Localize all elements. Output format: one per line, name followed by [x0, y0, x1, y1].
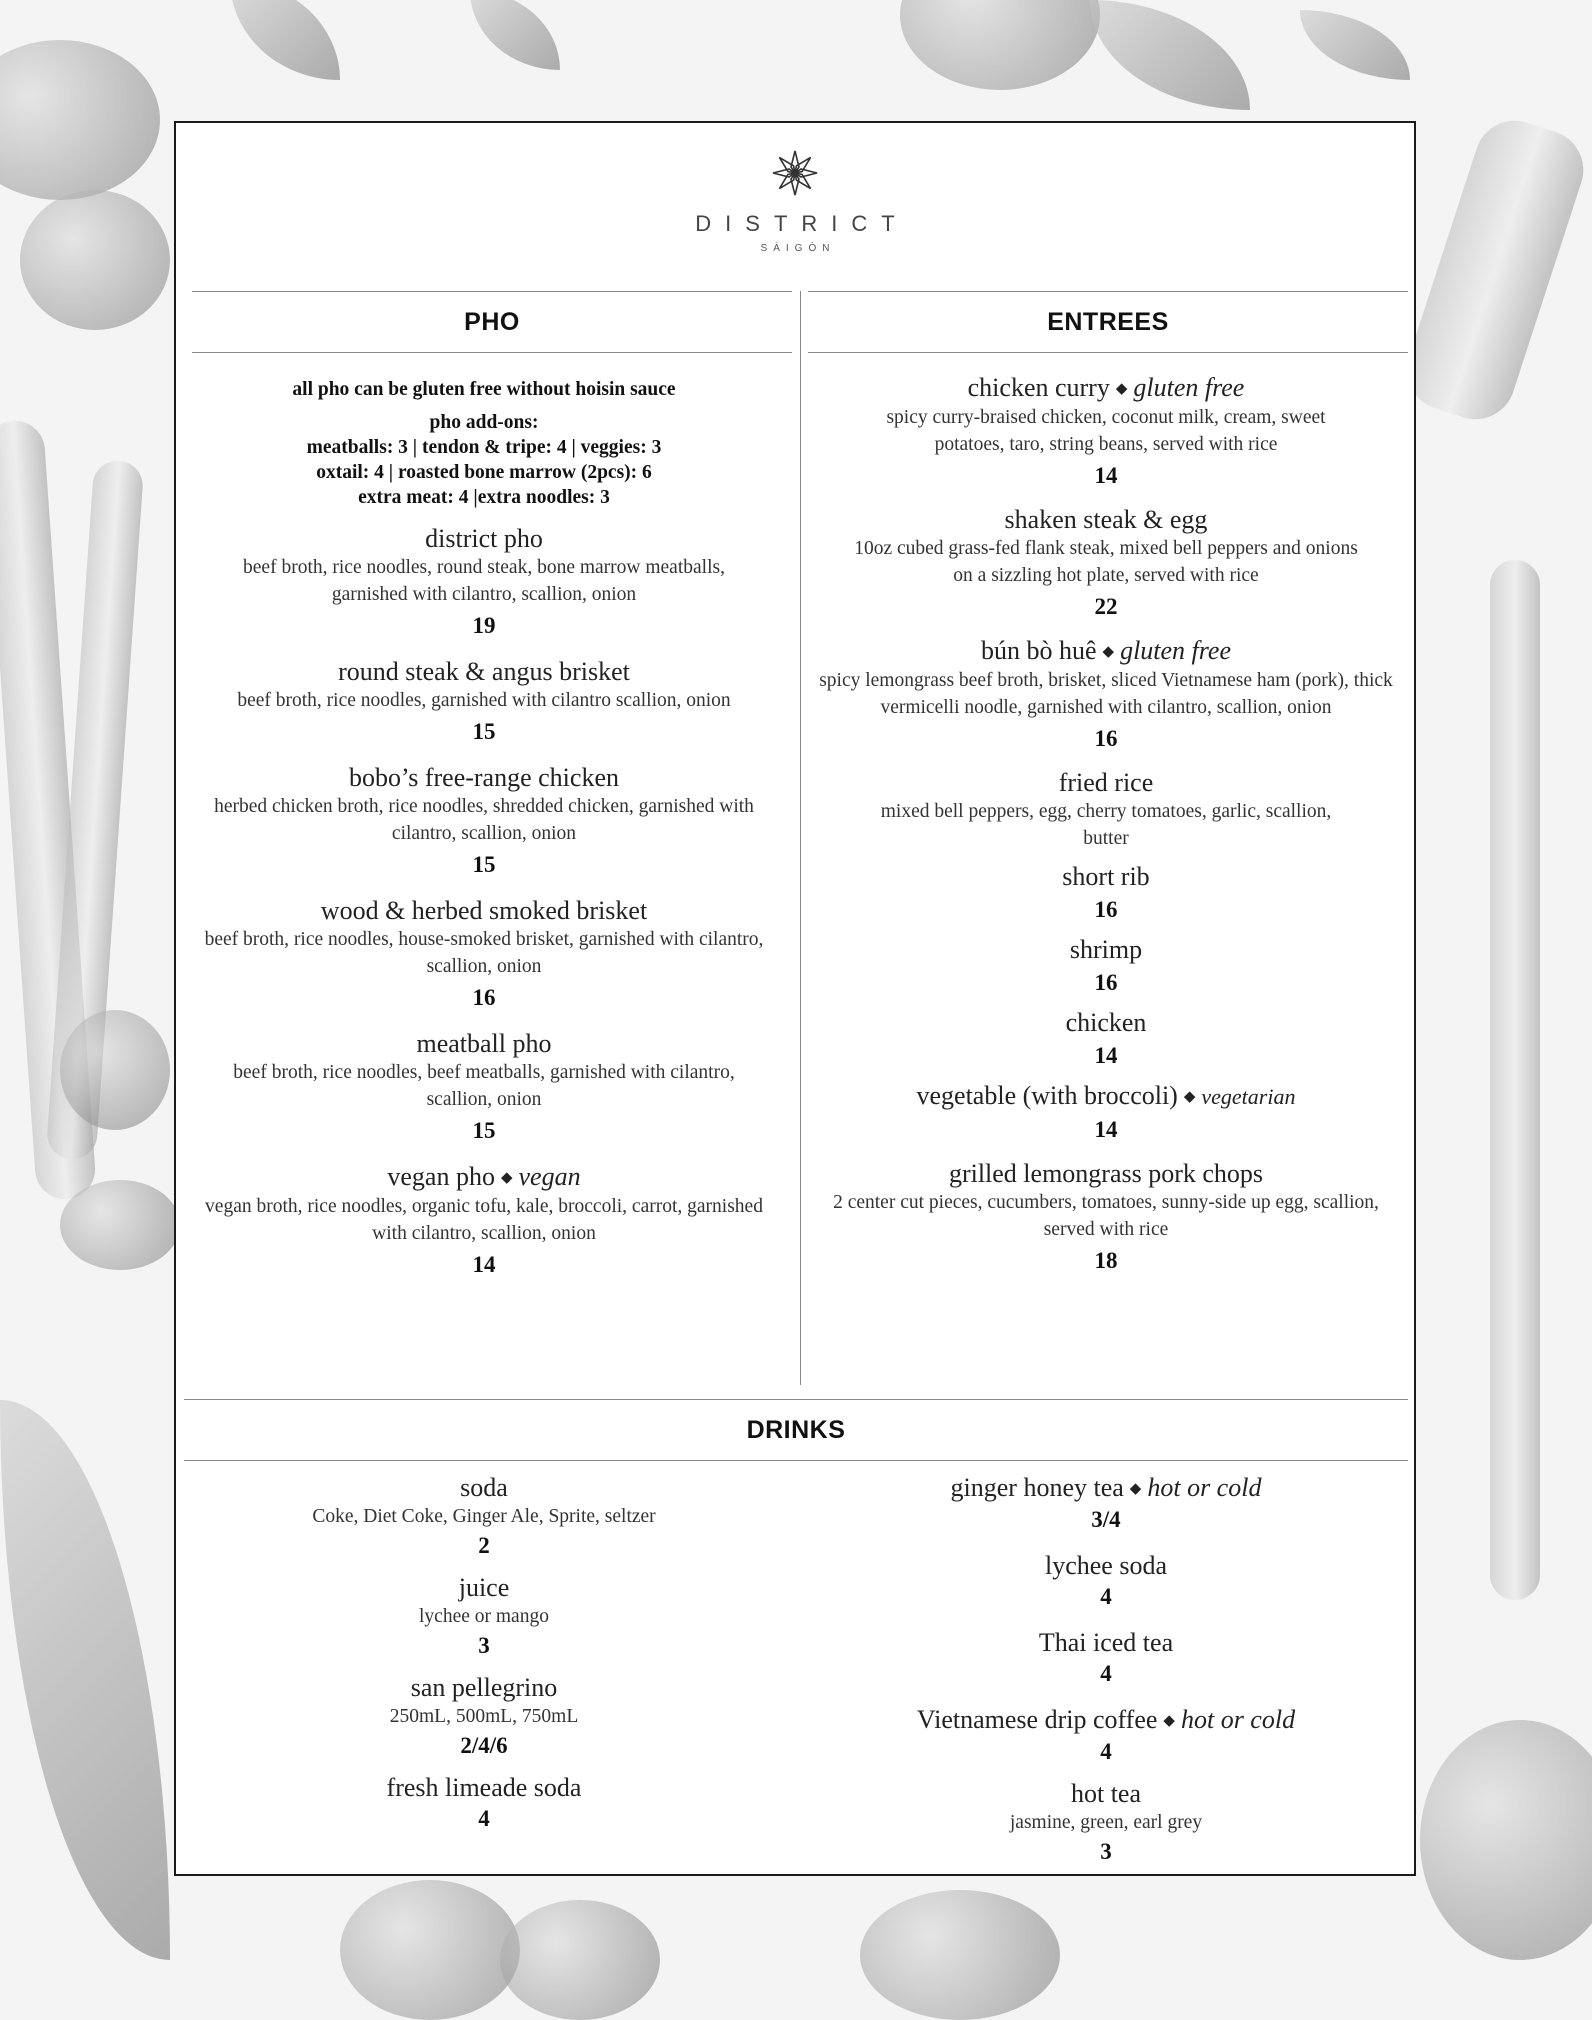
- item-desc: spicy curry-braised chicken, coconut milk, cream, sweet potatoes, taro, string beans, served with rice: [886, 407, 1326, 455]
- item-name: meatball pho: [416, 1029, 552, 1058]
- mint-illustration: [0, 1400, 170, 1960]
- item-desc: 2 center cut pieces, cucumbers, tomatoes, sunny-side up egg, scallion, served with rice: [833, 1192, 1379, 1240]
- section-heading: ENTREES: [808, 291, 1408, 353]
- item-name-text: Vietnamese drip coffee: [916, 1705, 1158, 1734]
- item-price: 4: [1100, 1584, 1112, 1609]
- cucumber-illustration: [340, 1880, 520, 2020]
- item-price: 15: [472, 1118, 496, 1143]
- item-desc: spicy lemongrass beef broth, brisket, sliced Vietnamese ham (pork), thick vermicelli noodle, garnished with cilantro, scallion, onion: [819, 670, 1393, 718]
- item-price: 4: [1100, 1739, 1112, 1764]
- drink-item: [804, 1628, 1408, 1689]
- addons-line: oxtail: 4 | roasted bone marrow (2pcs): 6: [316, 462, 652, 483]
- ginger-illustration: [20, 190, 170, 330]
- ginger-illustration: [0, 40, 160, 200]
- item-price: 2/4/6: [460, 1733, 508, 1758]
- menu-item: [184, 763, 784, 880]
- item-tag: vegan: [518, 1162, 581, 1191]
- menu-item: [804, 768, 1408, 852]
- item-tag: gluten free: [1133, 373, 1245, 402]
- drink-item: [184, 1673, 784, 1761]
- gluten-note: all pho can be gluten free without hoisin sauce: [292, 379, 676, 400]
- menu-item: [804, 1008, 1408, 1071]
- item-price: 4: [478, 1806, 490, 1831]
- item-price: 3/4: [1091, 1507, 1121, 1532]
- diamond-icon: ◆: [1115, 381, 1128, 397]
- item-name: wood & herbed smoked brisket: [320, 896, 648, 925]
- item-name: [184, 1162, 784, 1193]
- item-name: [804, 373, 1408, 404]
- brand-subtitle: SÀIGÒN: [760, 243, 836, 254]
- item-name: hot tea: [1070, 1779, 1142, 1808]
- item-price: 15: [472, 852, 496, 877]
- lemongrass-slice-illustration: [60, 1010, 170, 1130]
- item-name: district pho: [425, 524, 543, 553]
- tamarind-illustration: [1396, 110, 1592, 429]
- item-price: 22: [1094, 594, 1118, 619]
- item-name: shaken steak & egg: [1004, 505, 1208, 534]
- item-name: lychee soda: [1044, 1551, 1167, 1580]
- item-desc: Coke, Diet Coke, Ginger Ale, Sprite, seltzer: [312, 1506, 656, 1527]
- item-price: 16: [472, 985, 496, 1010]
- item-tag: vegetarian: [1201, 1084, 1296, 1109]
- item-name: chicken: [1065, 1008, 1147, 1037]
- menu-item: [804, 1081, 1408, 1145]
- logo: [176, 149, 1414, 254]
- item-name: [804, 1473, 1408, 1504]
- item-name: short rib: [1062, 862, 1150, 891]
- item-tag: hot or cold: [1180, 1705, 1296, 1734]
- item-price: 14: [472, 1252, 496, 1277]
- item-price: 16: [1094, 897, 1118, 922]
- section-heading: DRINKS: [184, 1399, 1408, 1461]
- drink-item: [184, 1473, 784, 1561]
- menu-card: [174, 121, 1416, 1876]
- item-price: 16: [1094, 970, 1118, 995]
- item-name: fried rice: [1058, 768, 1154, 797]
- drink-item: [804, 1551, 1408, 1612]
- column-divider: [800, 291, 801, 1385]
- drink-item: [184, 1773, 784, 1834]
- item-name-text: bún bò huê: [980, 636, 1097, 665]
- item-desc: beef broth, rice noodles, round steak, bone marrow meatballs, garnished with cilantro, scallion, onion: [243, 557, 725, 605]
- item-price: 14: [1094, 463, 1118, 488]
- item-name: [804, 1081, 1408, 1112]
- item-name: grilled lemongrass pork chops: [948, 1159, 1264, 1188]
- diamond-icon: ◆: [1102, 644, 1115, 660]
- item-desc: beef broth, rice noodles, garnished with cilantro scallion, onion: [237, 690, 731, 711]
- menu-item: [804, 935, 1408, 998]
- shallot-illustration: [1090, 0, 1250, 110]
- item-name-text: ginger honey tea: [950, 1473, 1124, 1502]
- onion-illustration: [1420, 1720, 1592, 1960]
- diamond-icon: ◆: [1129, 1481, 1142, 1497]
- item-desc: 250mL, 500mL, 750mL: [389, 1706, 579, 1727]
- item-price: 4: [1100, 1661, 1112, 1686]
- section-heading: PHO: [192, 291, 792, 353]
- item-price: 14: [1094, 1043, 1118, 1068]
- menu-item: [804, 505, 1408, 622]
- item-desc: jasmine, green, earl grey: [1009, 1812, 1203, 1833]
- drinks-heading-wrap: [184, 1399, 1408, 1461]
- item-tag: gluten free: [1120, 636, 1232, 665]
- item-price: 15: [472, 719, 496, 744]
- drink-item: [184, 1573, 784, 1661]
- herb-illustration: [1300, 10, 1410, 80]
- scallion-illustration: [1490, 560, 1540, 1600]
- item-price: 3: [478, 1633, 490, 1658]
- brand-name: DISTRICT: [695, 211, 909, 236]
- cilantro-illustration: [470, 0, 560, 70]
- diamond-icon: ◆: [1163, 1713, 1175, 1729]
- item-name: fresh limeade soda: [386, 1773, 582, 1802]
- addons-title: pho add-ons:: [429, 412, 539, 433]
- drink-item: [804, 1473, 1408, 1535]
- item-price: 3: [1100, 1839, 1112, 1864]
- drink-item: [804, 1779, 1408, 1867]
- menu-item: [184, 657, 784, 747]
- diamond-icon: ◆: [1183, 1089, 1196, 1105]
- item-desc: herbed chicken broth, rice noodles, shredded chicken, garnished with cilantro, scallion, onion: [214, 796, 754, 844]
- item-name: soda: [460, 1473, 508, 1502]
- addons-line: meatballs: 3 | tendon & tripe: 4 | veggies: 3: [306, 437, 662, 458]
- menu-item: [184, 524, 784, 641]
- item-name: round steak & angus brisket: [338, 657, 630, 686]
- item-name: [804, 1705, 1408, 1736]
- onion-illustration: [900, 0, 1100, 90]
- item-name: bobo’s free-range chicken: [349, 763, 619, 792]
- item-desc: beef broth, rice noodles, house-smoked brisket, garnished with cilantro, scallion, onion: [204, 929, 764, 977]
- item-price: 18: [1094, 1248, 1118, 1273]
- shallot-illustration: [860, 1890, 1060, 2020]
- diamond-icon: ◆: [500, 1170, 513, 1186]
- menu-item: [184, 1162, 784, 1280]
- drink-item: [804, 1705, 1408, 1767]
- item-desc: beef broth, rice noodles, beef meatballs, garnished with cilantro, scallion, onion: [233, 1062, 735, 1110]
- item-price: 16: [1094, 726, 1118, 751]
- menu-item: [804, 373, 1408, 491]
- item-desc: lychee or mango: [419, 1606, 549, 1627]
- star-anise-icon: [771, 149, 819, 197]
- item-tag: hot or cold: [1147, 1473, 1262, 1502]
- addons-line: extra meat: 4 |extra noodles: 3: [358, 487, 610, 508]
- item-price: 14: [1094, 1117, 1118, 1142]
- drinks-left-column: [184, 1473, 784, 1846]
- item-desc: 10oz cubed grass-fed flank steak, mixed bell peppers and onions on a sizzling hot plate, served with rice: [854, 538, 1358, 586]
- lemongrass-slice-illustration: [60, 1180, 180, 1270]
- item-name-text: vegan pho: [387, 1162, 495, 1191]
- item-name: juice: [458, 1573, 510, 1602]
- menu-item: [184, 896, 784, 1013]
- item-name: shrimp: [1069, 935, 1143, 964]
- item-desc: vegan broth, rice noodles, organic tofu, kale, broccoli, carrot, garnished with cilantro, scallion, onion: [205, 1196, 763, 1244]
- item-name-text: vegetable (with broccoli): [916, 1081, 1178, 1110]
- cucumber-illustration: [500, 1900, 660, 2020]
- item-name: [804, 636, 1408, 667]
- item-desc: mixed bell peppers, egg, cherry tomatoes, garlic, scallion, butter: [880, 801, 1332, 849]
- item-name: Thai iced tea: [1038, 1628, 1174, 1657]
- item-price: 19: [472, 613, 496, 638]
- menu-item: [804, 636, 1408, 754]
- item-price: 2: [478, 1533, 490, 1558]
- menu-item: [184, 1029, 784, 1146]
- menu-item: [804, 862, 1408, 925]
- menu-item: [804, 1159, 1408, 1276]
- drinks-right-column: [804, 1473, 1408, 1879]
- pho-section: [184, 291, 784, 1280]
- cilantro-illustration: [230, 0, 340, 80]
- item-name: san pellegrino: [410, 1673, 558, 1702]
- entrees-section: [804, 291, 1408, 1276]
- item-name-text: chicken curry: [967, 373, 1110, 402]
